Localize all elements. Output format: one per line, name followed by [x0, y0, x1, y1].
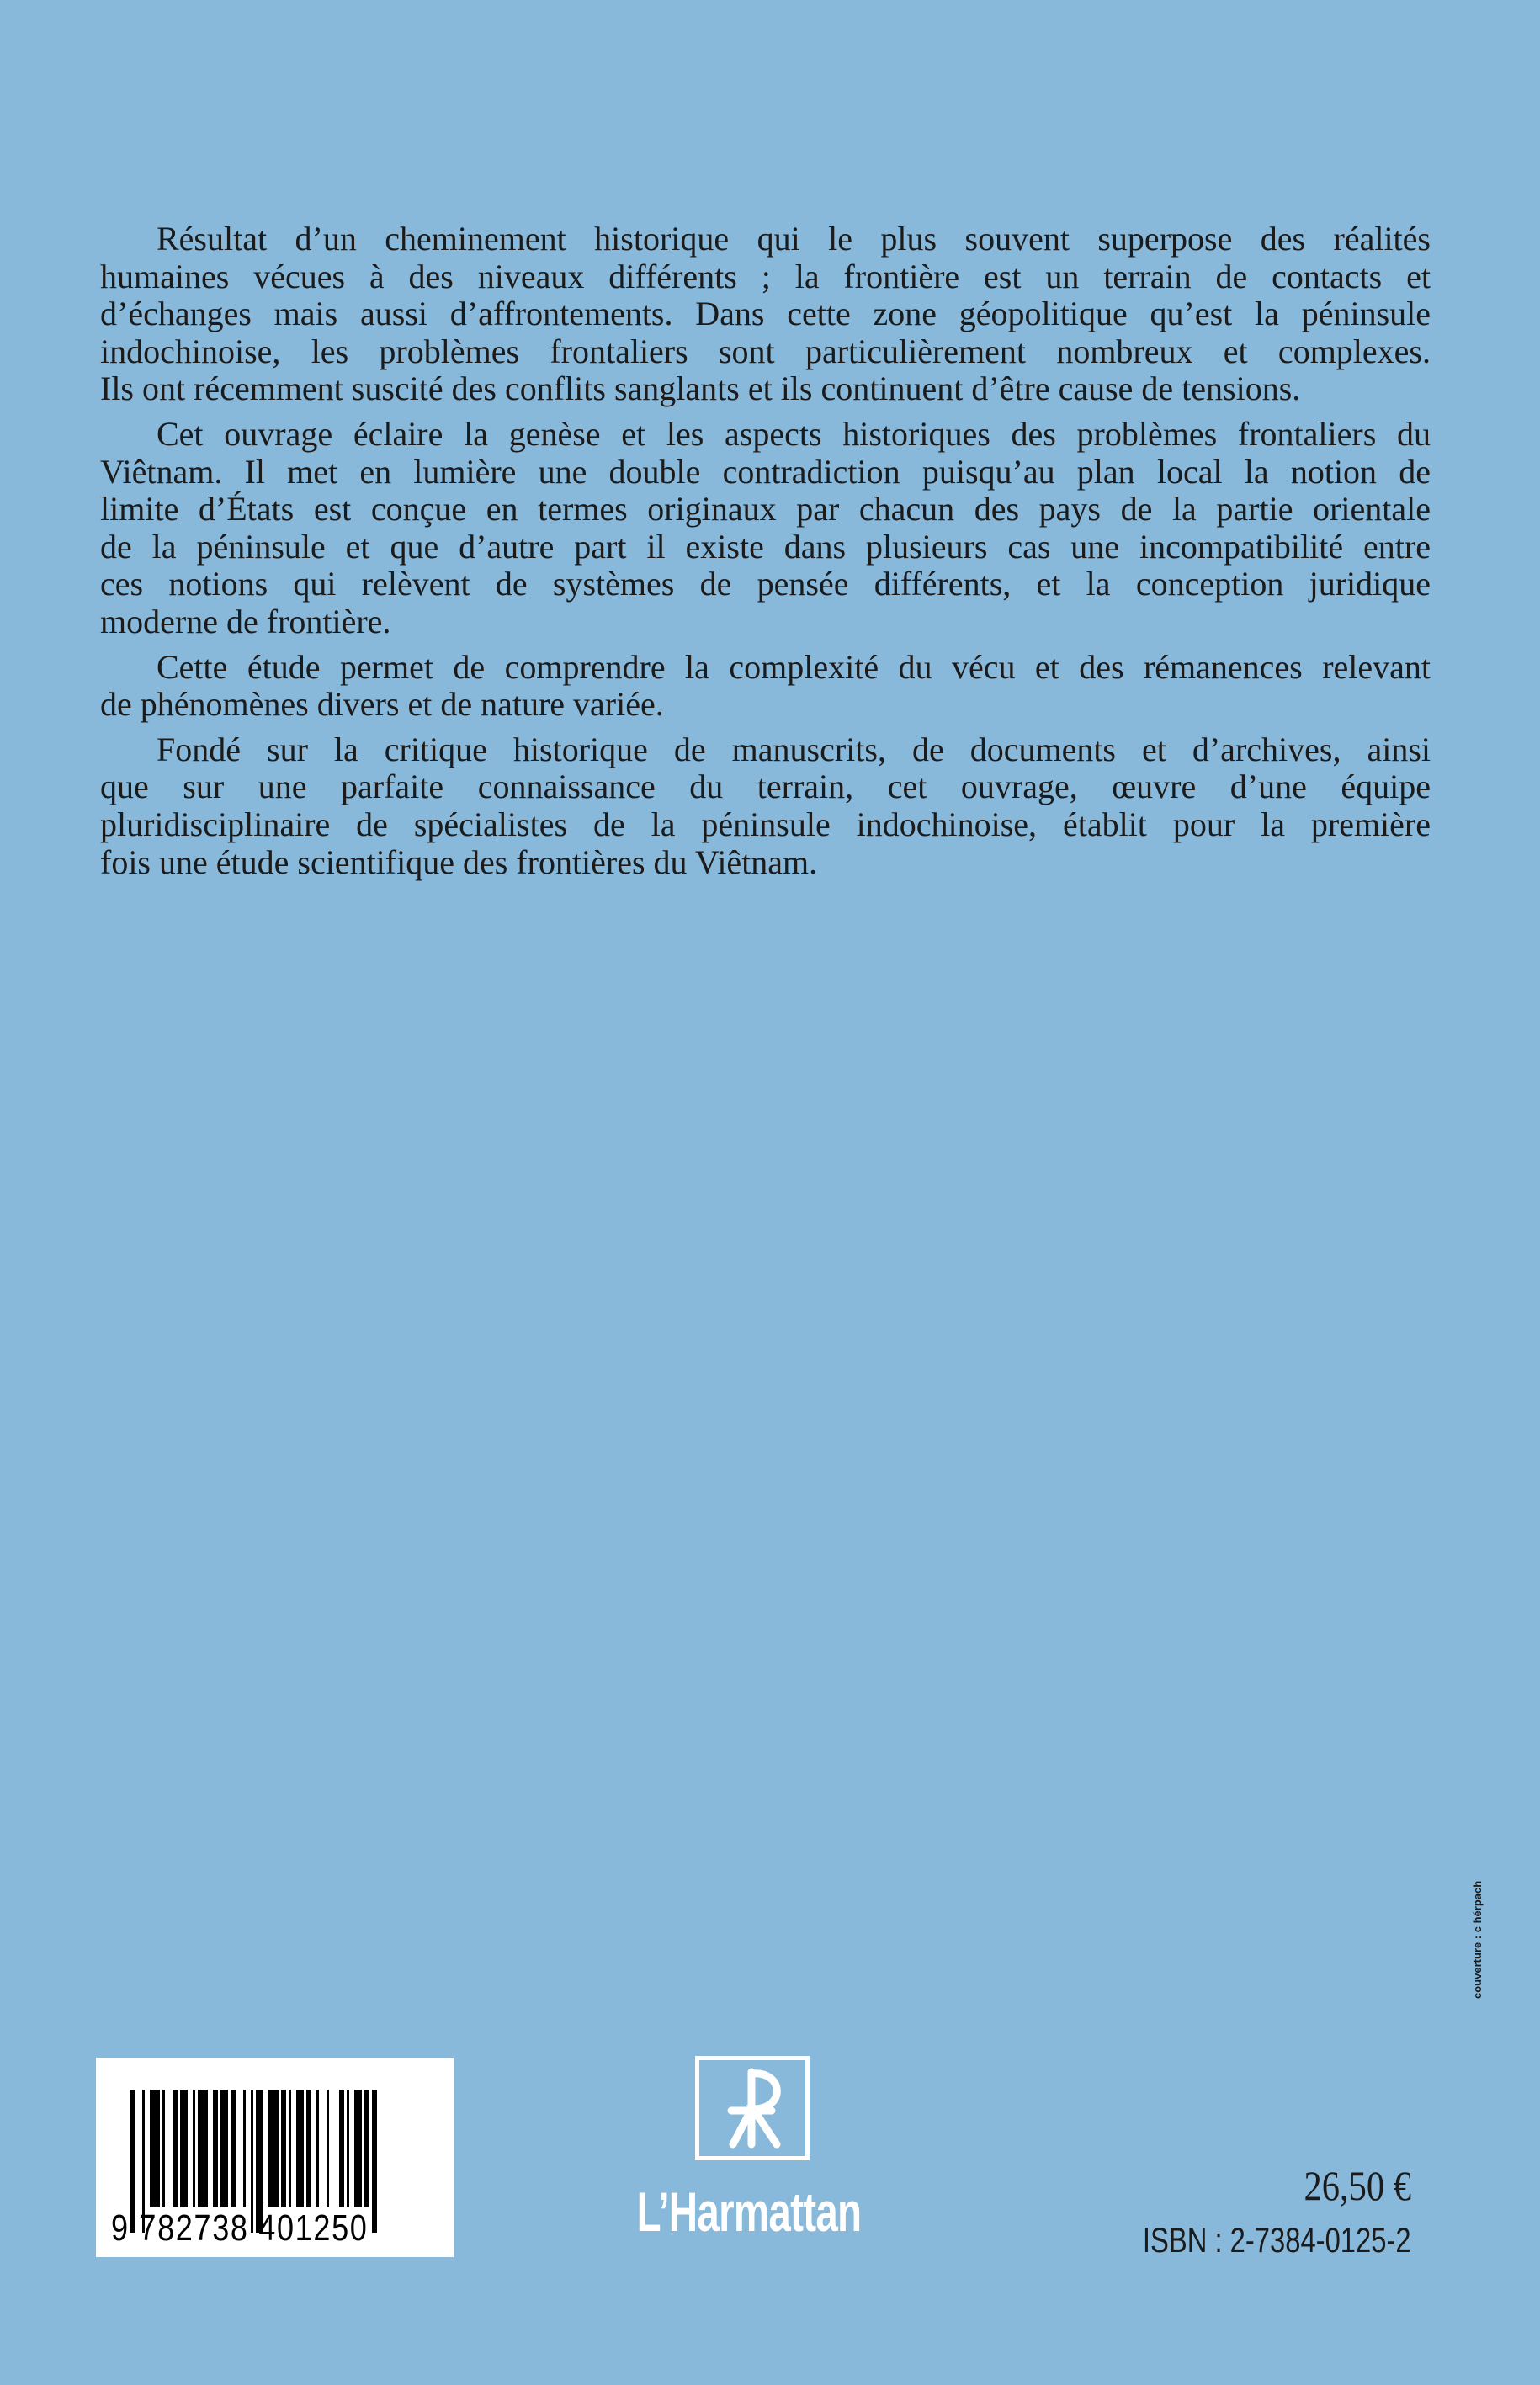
text-line: Fondé sur la critique historique de manuscrits, de documents et d’archives, ainsi: [157, 730, 1431, 768]
isbn: ISBN : 2-7384-0125-2: [1143, 2220, 1411, 2260]
text-line: fois une étude scientifique des frontières du Viêtnam.: [100, 842, 818, 881]
text-line: de la péninsule et que d’autre part il existe dans plusieurs cas une incompatibilité entre: [100, 527, 1431, 566]
text-line: pluridisciplinaire de spécialistes de la péninsule indochinoise, établit pour la première: [100, 805, 1431, 843]
text-line: d’échanges mais aussi d’affrontements. Dans cette zone géopolitique qu’est la péninsule: [100, 295, 1431, 333]
text-line: humaines vécues à des niveaux différents ; la frontière est un terrain de contacts et: [100, 257, 1431, 295]
text-line: limite d’États est conçue en termes originaux par chacun des pays de la partie orientale: [100, 490, 1431, 529]
barcode-bar: [306, 2090, 311, 2207]
barcode-bar: [180, 2090, 188, 2207]
text-line: Cet ouvrage éclaire la genèse et les aspects historiques des problèmes frontaliers du: [157, 414, 1431, 453]
text-line: Viêtnam. Il met en lumière une double contradiction puisqu’au plan local la notion de: [100, 452, 1431, 491]
barcode-bar: [243, 2090, 246, 2207]
barcode-bar: [347, 2090, 349, 2207]
text-line: que sur une parfaite connaissance du terrain, cet ouvrage, œuvre d’une équipe: [100, 768, 1431, 806]
publisher-logo-icon: [695, 2056, 810, 2160]
text-line: moderne de frontière.: [100, 602, 391, 640]
barcode-bar: [281, 2090, 286, 2207]
barcode-bar: [231, 2090, 236, 2207]
text-line: de phénomènes divers et de nature variée.: [100, 685, 664, 724]
barcode-bar: [198, 2090, 208, 2207]
text-line: indochinoise, les problèmes frontaliers sont particulièrement nombreux et complexes.: [100, 332, 1431, 370]
barcode-bar: [296, 2090, 304, 2207]
barcode-bar: [364, 2090, 369, 2207]
publisher-name: L’Harmattan: [636, 2180, 862, 2243]
paragraph: [100, 220, 1431, 408]
barcode-bar: [162, 2090, 165, 2207]
barcode-bar: [193, 2090, 195, 2207]
back-cover-blurb: [100, 220, 1431, 889]
text-line: Résultat d’un cheminement historique qui le plus souvent superpose des réalités: [157, 220, 1431, 258]
barcode-bar: [289, 2090, 291, 2207]
paragraph: [100, 649, 1431, 724]
paragraph: [100, 731, 1431, 881]
barcode-bar: [327, 2090, 329, 2207]
paragraph: [100, 416, 1431, 641]
barcode-bar: [268, 2090, 279, 2207]
barcode-bar: [173, 2090, 178, 2207]
text-line: Ils ont récemment suscité des conflits sanglants et ils continuent d’être cause de tensions.: [100, 369, 1301, 408]
barcode-bar: [354, 2090, 362, 2207]
barcode-bar: [339, 2090, 344, 2207]
text-line: ces notions qui relèvent de systèmes de pensée différents, et la conception juridique: [100, 565, 1431, 603]
cover-credit: couverture : c hérpach: [1471, 1880, 1484, 1999]
barcode-bar: [372, 2090, 377, 2233]
barcode-bar: [220, 2090, 228, 2207]
barcode: [96, 2058, 454, 2257]
text-line: Cette étude permet de comprendre la complexité du vécu et des rémanences relevant: [157, 647, 1431, 686]
price: 26,50 €: [1304, 2162, 1411, 2209]
barcode-bar: [316, 2090, 319, 2207]
barcode-bar: [150, 2090, 160, 2207]
barcode-bar: [213, 2090, 218, 2207]
barcode-digits: 9 782738 401250: [111, 2207, 369, 2249]
